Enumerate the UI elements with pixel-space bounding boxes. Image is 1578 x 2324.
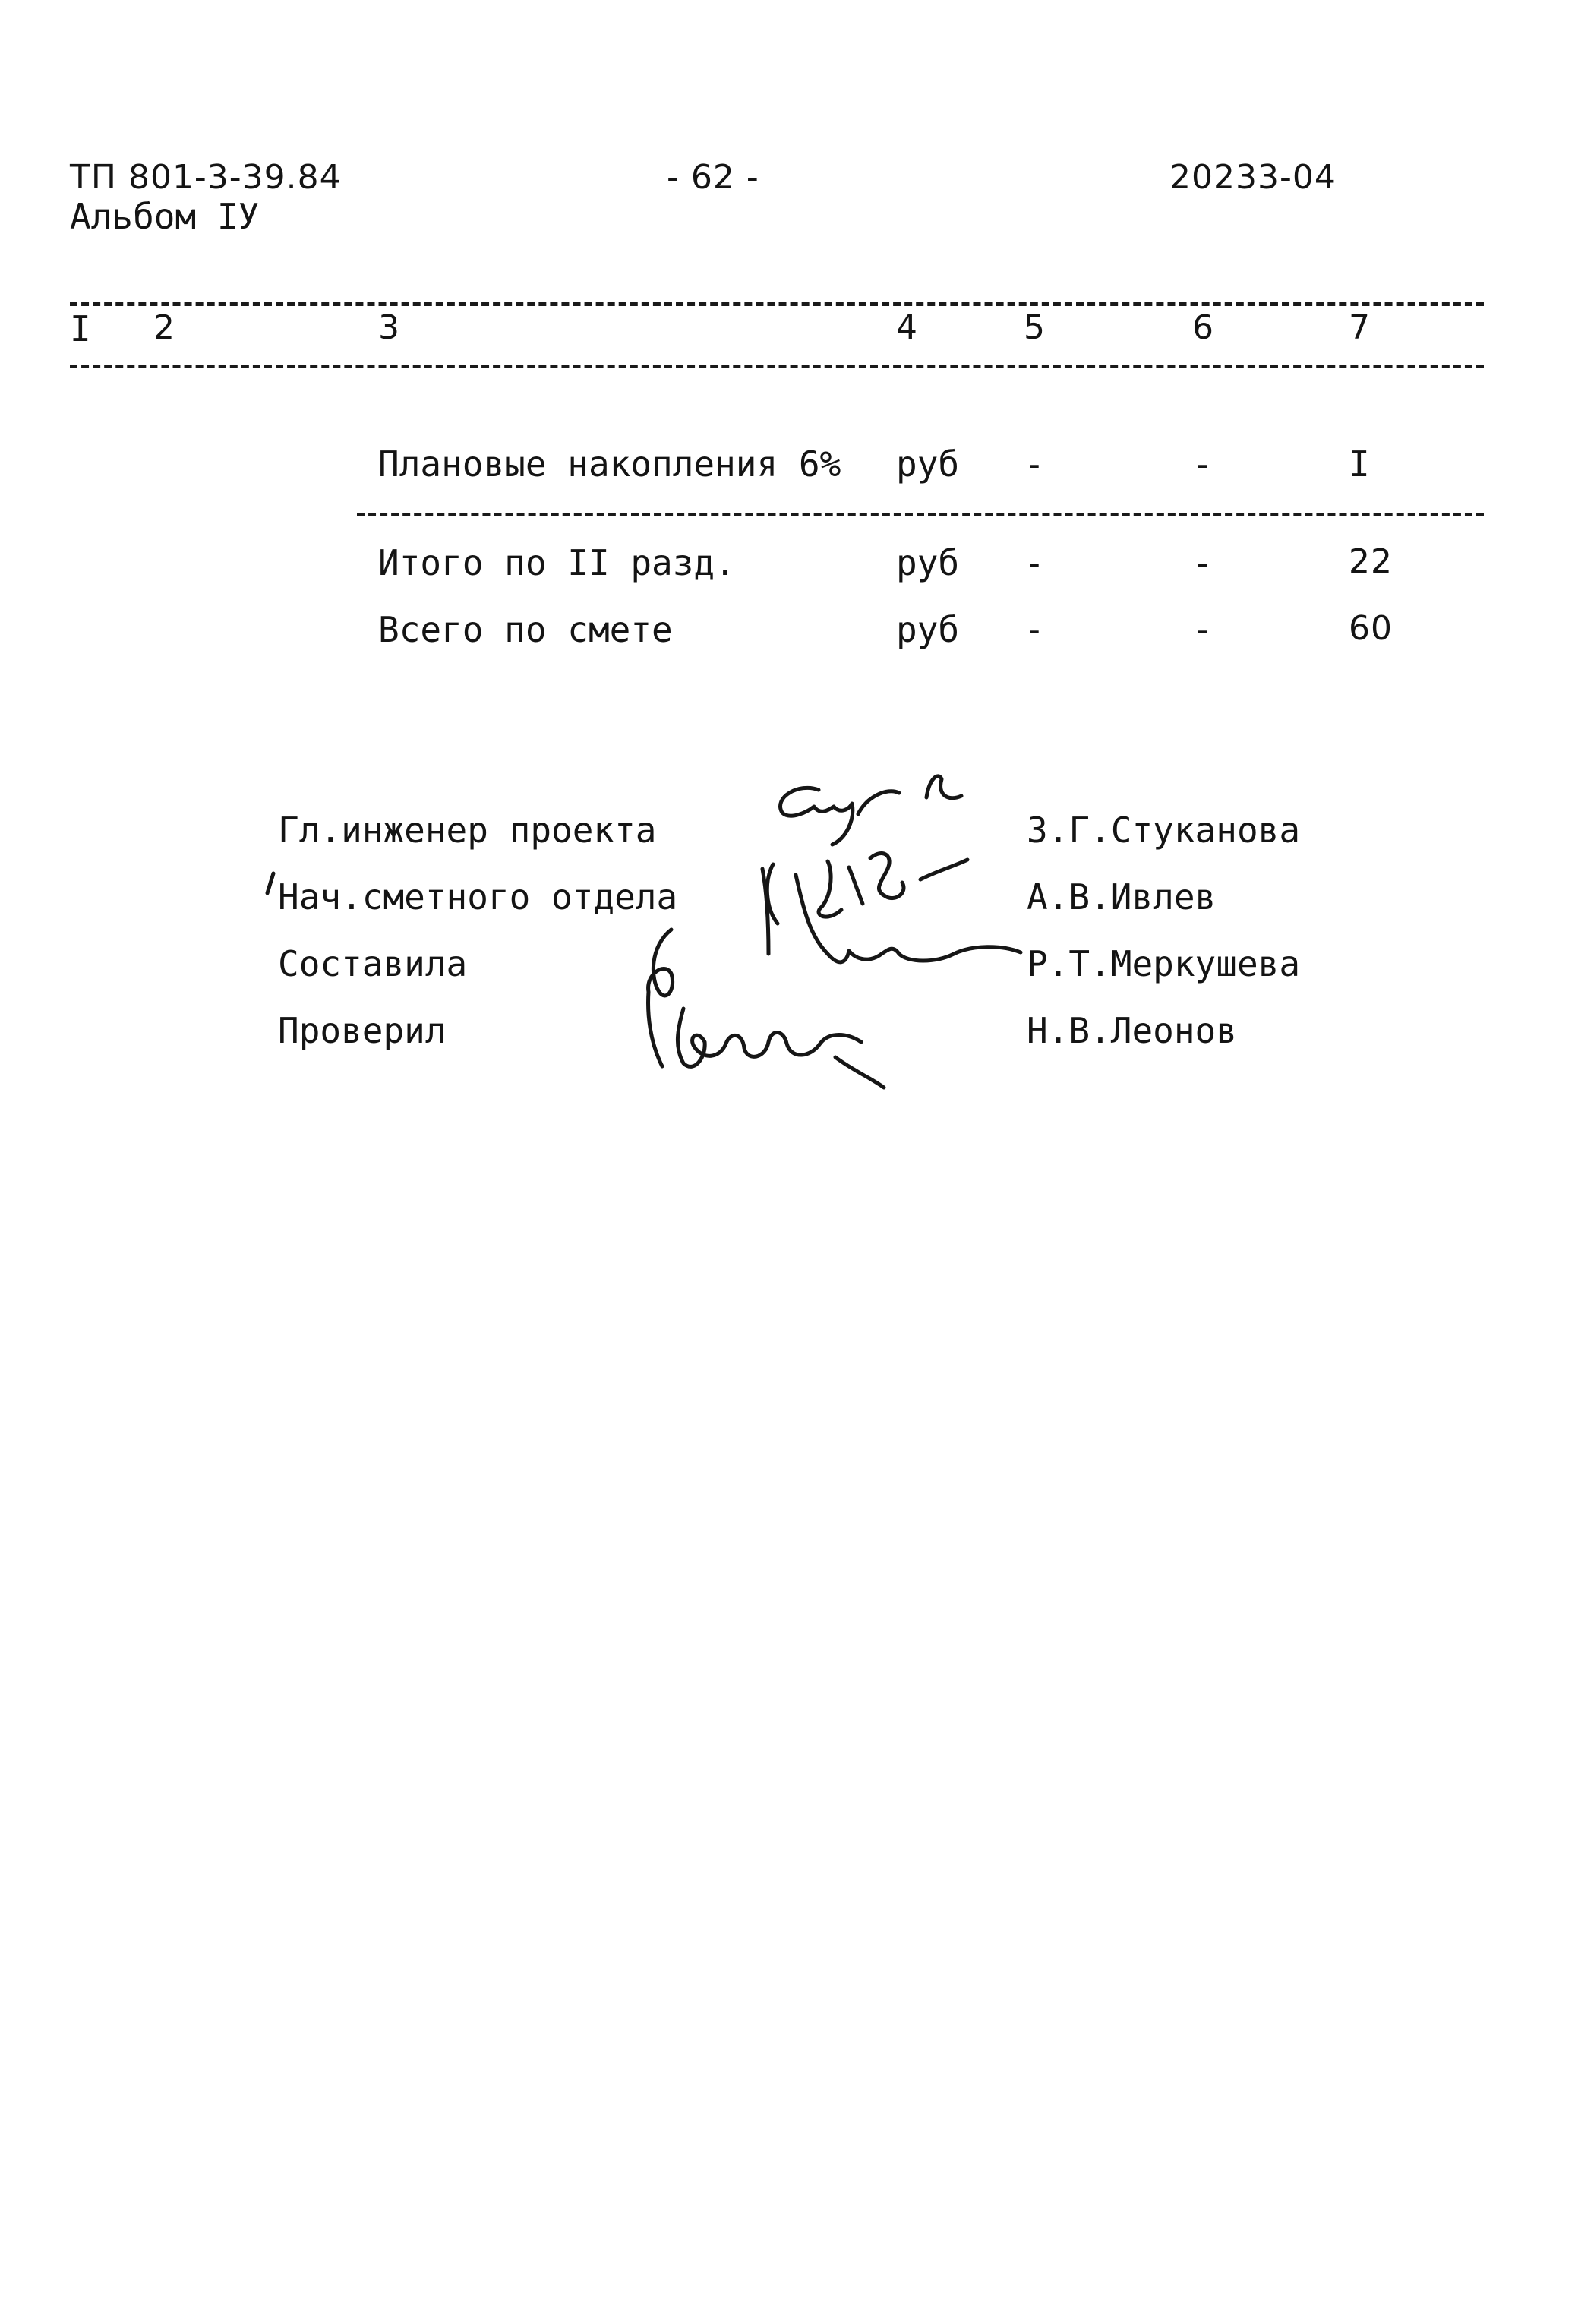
row-name: Плановые накопления 6% [378,444,841,485]
row-col7: 22 [1349,542,1393,581]
column-header-5: 5 [1024,308,1046,347]
row-col5: - [1024,444,1045,485]
row-unit: руб [896,609,960,650]
signature-stukanova [781,776,961,845]
column-header-2: 2 [153,308,175,347]
row-unit: руб [896,444,960,485]
signatory-name: З.Г.Стуканова [1027,810,1301,851]
row-col6: - [1192,609,1213,650]
page-number: - 62 - [667,158,759,197]
row-name: Всего по смете [378,609,673,650]
signatory-name: А.В.Ивлев [1027,876,1217,917]
signatory-role: Проверил [278,1010,447,1051]
row-col7: I [1349,444,1370,485]
document-number: 20233-04 [1169,158,1337,197]
signature-merkusheva [762,869,1021,962]
row-name: Итого по II разд. [378,542,736,583]
column-header-4: 4 [896,308,918,347]
row-col6: - [1192,444,1213,485]
row-col5: - [1024,609,1045,650]
column-header-3: 3 [378,308,400,347]
signatory-role: Гл.инженер проекта [278,810,657,851]
album-label: Альбом IУ [70,196,260,237]
column-header-6: 6 [1192,308,1214,347]
row-unit: руб [896,542,960,583]
margin-tick [267,873,273,893]
row-col7: 60 [1349,609,1393,648]
signatory-name: Р.Т.Меркушева [1027,943,1301,984]
column-header-7: 7 [1349,308,1371,347]
signatory-name: Н.В.Леонов [1027,1010,1237,1051]
signatory-role: Составила [278,943,468,984]
document-code: ТП 801-3-39.84 [70,158,342,197]
row-col6: - [1192,542,1213,583]
signatory-role: Нач.сметного отдела [278,876,678,917]
column-header-1: I [70,308,91,349]
row-col5: - [1024,542,1045,583]
